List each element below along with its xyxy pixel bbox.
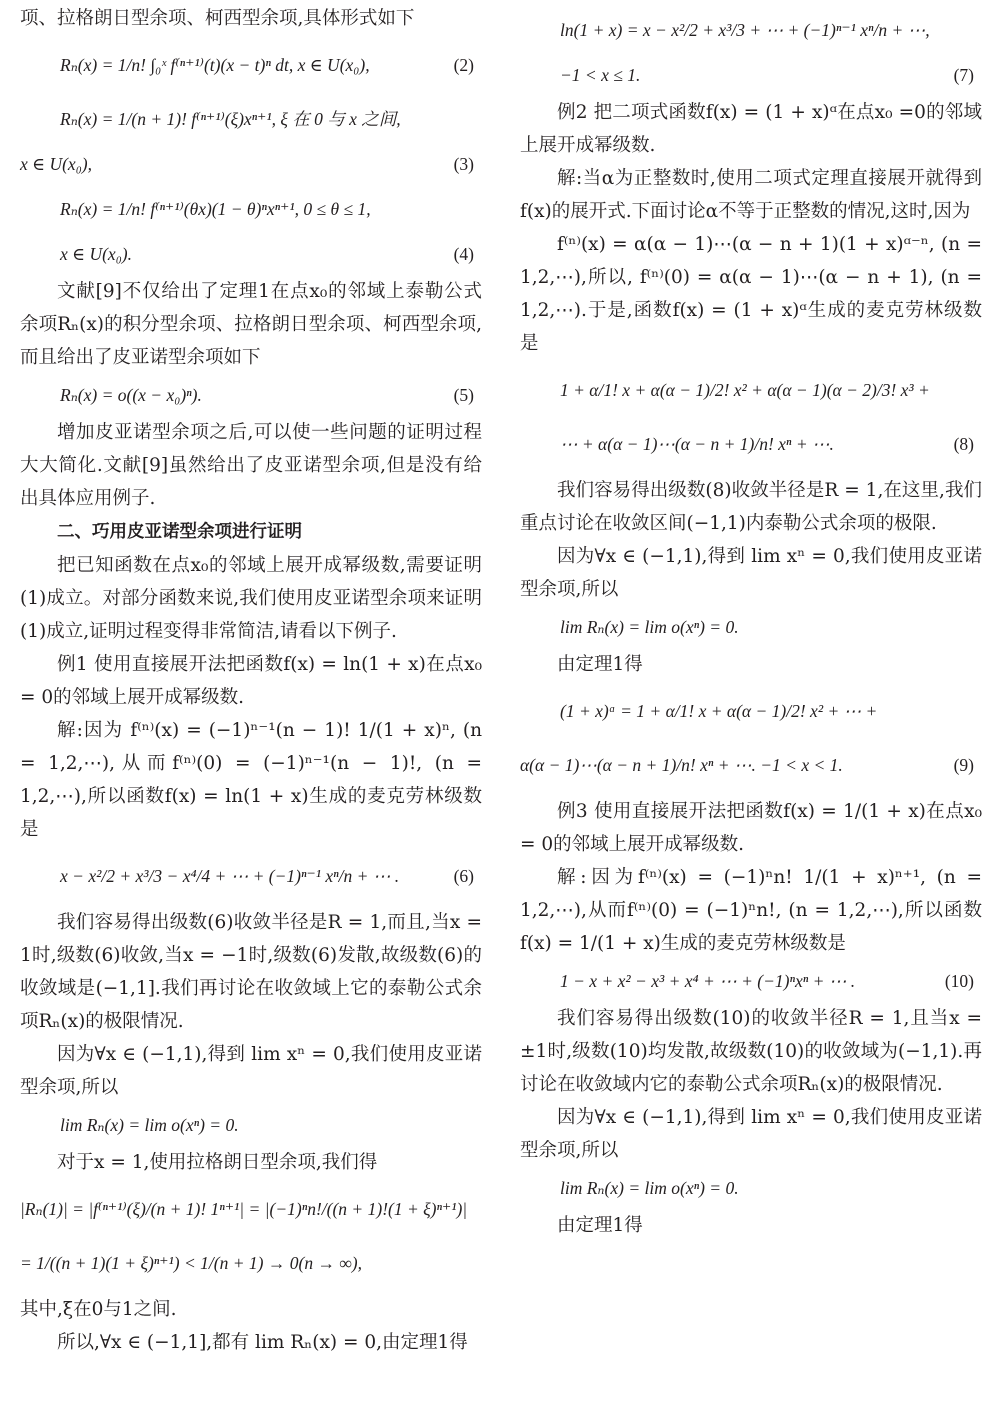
equation-number: (6) bbox=[453, 866, 474, 886]
equation-text: |Rₙ(1)| = |f⁽ⁿ⁺¹⁾(ξ)/(n + 1)! 1ⁿ⁺¹| = |(−1)ⁿn!/((n + 1)!(1 + ξ)ⁿ⁺¹)| bbox=[20, 1199, 468, 1219]
equation-text: Rₙ(x) = 1/n! f⁽ⁿ⁺¹⁾(θx)(1 − θ)ⁿxⁿ⁺¹, 0 ≤ θ ≤ 1, bbox=[60, 199, 371, 219]
equation-number: (8) bbox=[953, 434, 974, 454]
equation-text: x − x²/2 + x³/3 − x⁴/4 + ⋯ + (−1)ⁿ⁻¹ xⁿ/n + ⋯ . bbox=[60, 866, 400, 886]
equation-text: 1 + α/1! x + α(α − 1)/2! x² + α(α − 1)(α − 2)/3! x³ + bbox=[560, 380, 930, 400]
equation-7-cont bbox=[520, 60, 982, 90]
paragraph: 由定理1得 bbox=[557, 654, 643, 675]
equation-text: Rₙ(x) = 1/n! ∫₀ˣ f⁽ⁿ⁺¹⁾(t)(x − t)ⁿ dt, x ∈ U(x₀), bbox=[60, 55, 370, 75]
equation-number: (2) bbox=[453, 55, 474, 75]
section-heading: 二、巧用皮亚诺型余项进行证明 bbox=[57, 522, 302, 542]
equation-text: ⋯ + α(α − 1)⋯(α − n + 1)/n! xⁿ + ⋯. bbox=[560, 434, 834, 454]
equation-10 bbox=[520, 966, 982, 996]
equation-8 bbox=[520, 366, 982, 414]
paragraph: 文献[9]不仅给出了定理1在点x₀的邻域上泰勒公式余项Rₙ(x)的积分型余项、拉格朗日型余项、柯西型余项,而且给出了皮亚诺型余项如下 bbox=[20, 281, 482, 368]
equation-number: (10) bbox=[944, 971, 974, 991]
equation-7 bbox=[520, 6, 982, 54]
paragraph: 我们容易得出级数(10)的收敛半径R = 1,且当x = ±1时,级数(10)均发散,故级数(10)的收敛域为(−1,1).再讨论在收敛域内它的泰勒公式余项Rₙ(x)的极限情况. bbox=[520, 1008, 982, 1095]
equation-abs-cont bbox=[20, 1239, 482, 1287]
equation-abs bbox=[20, 1185, 482, 1233]
example-3: 例3 使用直接展开法把函数f(x) = 1/(1 + x)在点x₀ = 0的邻域上展开成幂级数. bbox=[520, 801, 982, 855]
equation-text: x ∈ U(x₀). bbox=[60, 244, 132, 264]
paragraph: 我们容易得出级数(6)收敛半径是R = 1,而且,当x = 1时,级数(6)收敛,当x = −1时,级数(6)发散,故级数(6)的收敛域是(−1,1].我们再讨论在收敛域上它的泰勒公式余项Rₙ(x)的极限情况. bbox=[20, 912, 482, 1032]
paragraph: 其中,ξ在0与1之间. bbox=[20, 1299, 177, 1320]
equation-limit bbox=[20, 1110, 482, 1140]
solution-3: 解:因为f⁽ⁿ⁾(x) = (−1)ⁿn! 1/(1 + x)ⁿ⁺¹, (n = 1,2,⋯),从而f⁽ⁿ⁾(0) = (−1)ⁿn!, (n = 1,2,⋯),所以函数 f(x) = 1/(1 + x)生成的麦克劳林级数是 bbox=[520, 867, 982, 954]
paragraph: 项、拉格朗日型余项、柯西型余项,具体形式如下 bbox=[20, 8, 415, 29]
equation-6 bbox=[20, 852, 482, 900]
equation-number: (4) bbox=[453, 244, 474, 264]
paragraph: 我们容易得出级数(8)收敛半径是R = 1,在这里,我们重点讨论在收敛区间(−1,1)内泰勒公式余项的极限. bbox=[520, 480, 982, 534]
paragraph: 因为∀x ∈ (−1,1),得到 lim xⁿ = 0,我们使用皮亚诺型余项,所以 bbox=[20, 1044, 482, 1098]
equation-text: ln(1 + x) = x − x²/2 + x³/3 + ⋯ + (−1)ⁿ⁻¹ xⁿ/n + ⋯, bbox=[560, 20, 930, 40]
equation-text: lim Rₙ(x) = lim o(xⁿ) = 0. bbox=[560, 617, 739, 637]
equation-text: Rₙ(x) = 1/(n + 1)! f⁽ⁿ⁺¹⁾(ξ)xⁿ⁺¹, ξ 在 0 与 x 之间, bbox=[60, 109, 401, 129]
equation-8-cont bbox=[520, 420, 982, 468]
paragraph: f⁽ⁿ⁾(x) = α(α − 1)⋯(α − n + 1)(1 + x)ᵅ⁻ⁿ, (n = 1,2,⋯),所以, f⁽ⁿ⁾(0) = α(α − 1)⋯(α − n + 1), (n = 1,2,⋯).于是,函数f(x) = (1 + x)ᵅ生成的麦克劳林级数是 bbox=[520, 234, 982, 354]
equation-5 bbox=[20, 380, 482, 410]
left-column bbox=[20, 0, 482, 1359]
paragraph: 把已知函数在点x₀的邻域上展开成幂级数,需要证明(1)成立。对部分函数来说,我们使用皮亚诺型余项来证明(1)成立,证明过程变得非常简洁,请看以下例子. bbox=[20, 555, 482, 642]
solution-1: 解:因为 f⁽ⁿ⁾(x) = (−1)ⁿ⁻¹(n − 1)! 1/(1 + x)ⁿ, (n = 1,2,⋯),从而f⁽ⁿ⁾(0) = (−1)ⁿ⁻¹(n − 1)!, (n = 1,2,⋯),所以函数f(x) = ln(1 + x)生成的麦克劳林级数是 bbox=[20, 720, 482, 840]
equation-text: 1 − x + x² − x³ + x⁴ + ⋯ + (−1)ⁿxⁿ + ⋯ . bbox=[560, 971, 856, 991]
equation-text: −1 < x ≤ 1. bbox=[560, 65, 641, 85]
equation-text: = 1/((n + 1)(1 + ξ)ⁿ⁺¹) < 1/(n + 1) → 0(n → ∞), bbox=[20, 1253, 363, 1273]
equation-number: (7) bbox=[953, 65, 974, 85]
equation-3 bbox=[20, 95, 482, 143]
equation-text: lim Rₙ(x) = lim o(xⁿ) = 0. bbox=[60, 1115, 239, 1135]
equation-2 bbox=[20, 41, 482, 89]
example-1: 例1 使用直接展开法把函数f(x) = ln(1 + x)在点x₀ = 0的邻域上展开成幂级数. bbox=[20, 654, 482, 708]
equation-limit bbox=[520, 612, 982, 642]
equation-9-cont bbox=[520, 741, 982, 789]
equation-number: (5) bbox=[453, 385, 474, 405]
equation-number: (3) bbox=[453, 154, 474, 174]
paragraph: 增加皮亚诺型余项之后,可以使一些问题的证明过程大大简化.文献[9]虽然给出了皮亚诺型余项,但是没有给出具体应用例子. bbox=[20, 422, 482, 509]
equation-4 bbox=[20, 185, 482, 233]
equation-9 bbox=[520, 687, 982, 735]
right-column bbox=[520, 0, 982, 1242]
equation-limit bbox=[520, 1173, 982, 1203]
equation-text: x ∈ U(x₀), bbox=[20, 154, 92, 174]
equation-text: Rₙ(x) = o((x − x₀)ⁿ). bbox=[60, 385, 202, 405]
equation-number: (9) bbox=[953, 755, 974, 775]
equation-text: α(α − 1)⋯(α − n + 1)/n! xⁿ + ⋯. −1 < x < 1. bbox=[520, 755, 843, 775]
paragraph: 由定理1得 bbox=[557, 1215, 643, 1236]
equation-text: (1 + x)ᵅ = 1 + α/1! x + α(α − 1)/2! x² + ⋯ + bbox=[560, 701, 878, 721]
paragraph: 对于x = 1,使用拉格朗日型余项,我们得 bbox=[57, 1152, 378, 1173]
equation-3-cont bbox=[20, 149, 482, 179]
paragraph: 因为∀x ∈ (−1,1),得到 lim xⁿ = 0,我们使用皮亚诺型余项,所以 bbox=[520, 546, 982, 600]
equation-text: lim Rₙ(x) = lim o(xⁿ) = 0. bbox=[560, 1178, 739, 1198]
paragraph: 因为∀x ∈ (−1,1),得到 lim xⁿ = 0,我们使用皮亚诺型余项,所以 bbox=[520, 1107, 982, 1161]
example-2: 例2 把二项式函数f(x) = (1 + x)ᵅ在点x₀ =0的邻域上展开成幂级数. bbox=[520, 102, 982, 156]
equation-4-cont bbox=[20, 239, 482, 269]
solution-2: 解:当α为正整数时,使用二项式定理直接展开就得到f(x)的展开式.下面讨论α不等于正整数的情况,这时,因为 bbox=[520, 168, 982, 222]
paragraph: 所以,∀x ∈ (−1,1],都有 lim Rₙ(x) = 0,由定理1得 bbox=[57, 1332, 468, 1353]
